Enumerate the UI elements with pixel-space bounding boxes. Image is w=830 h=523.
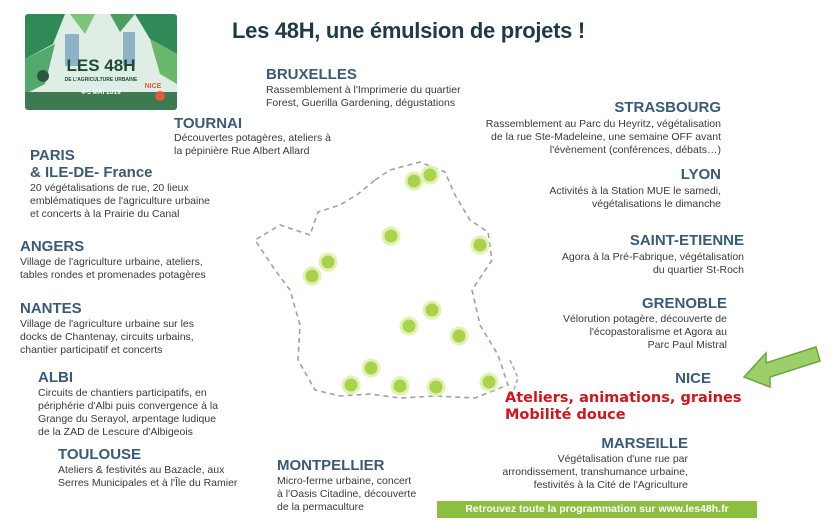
desc-toulouse: Ateliers & festivités au Bazacle, aux Serres Municipales et à l'Île du Ramier [58, 464, 238, 489]
city-paris: PARIS & ILE-DE- France [30, 147, 153, 181]
arrow-icon [738, 337, 824, 393]
city-bruxelles: BRUXELLES [266, 66, 357, 83]
desc-angers: Village de l'agriculture urbaine, ateliers, tables rondes et promenades potagères [20, 256, 206, 281]
marker-lyon [424, 302, 440, 318]
france-map [240, 150, 520, 410]
marker-angers [320, 254, 336, 270]
desc-montpellier: Micro-ferme urbaine, concert à l'Oasis Citadine, découverte de la permaculture [277, 475, 417, 513]
marker-albi [343, 377, 359, 393]
page-title: Les 48H, une émulsion de projets ! [232, 18, 585, 43]
desc-paris: 20 végétalisations de rue, 20 lieux emblématiques de l'agriculture urbaine et concerts à la Prairie du Canal [30, 182, 211, 220]
marker-grenoble [451, 328, 467, 344]
city-lyon: LYON [680, 166, 721, 183]
desc-strasbourg: Rassemblement au Parc du Heyritz, végétalisation de la rue Ste-Madeleine, une semaine OFF avant l'évènement (conférences, débats…) [485, 118, 721, 156]
city-grenoble: GRENOBLE [641, 295, 727, 312]
marker-montpellier [392, 378, 408, 394]
desc-albi: Circuits de chantiers participatifs, en périphérie d'Albi puis convergence à la Grange du Serayol, arpentage ludique de la ZAD de Lescure d'Albigeois [38, 387, 219, 438]
logo-city: NICE [144, 83, 162, 90]
marker-nantes [304, 268, 320, 284]
city-saint-etienne: SAINT-ETIENNE [629, 232, 744, 249]
logo-name: LES 48H [66, 56, 136, 75]
france-outline [255, 162, 508, 398]
city-montpellier: MONTPELLIER [277, 457, 385, 474]
city-angers: ANGERS [20, 238, 85, 255]
marker-paris [383, 228, 399, 244]
logo-dates: 4-5 MAI 2019 [81, 89, 121, 96]
city-marseille: MARSEILLE [601, 435, 688, 452]
desc-nantes: Village de l'agriculture urbaine sur les docks de Chantenay, circuits urbains, chantier participatif et concerts [20, 318, 194, 356]
city-tournai: TOURNAI [174, 115, 243, 132]
marker-nice [481, 374, 497, 390]
marker-toulouse [363, 360, 379, 376]
desc-nice: Ateliers, animations, graines Mobilité douce [505, 390, 742, 423]
desc-lyon: Activités à la Station MUE le samedi, végétalisations le dimanche [549, 185, 721, 210]
city-nantes: NANTES [20, 300, 82, 317]
desc-tournai: Découvertes potagères, ateliers à la pépinière Rue Albert Allard [174, 132, 332, 157]
city-albi: ALBI [38, 369, 73, 386]
marker-marseille [428, 379, 444, 395]
city-nice: NICE [675, 370, 711, 387]
city-toulouse: TOULOUSE [58, 446, 142, 463]
desc-saint-etienne: Agora à la Pré-Fabrique, végétalisation du quartier St-Roch [561, 251, 744, 276]
event-logo [25, 14, 177, 110]
marker-saint-etienne [401, 318, 417, 334]
desc-grenoble: Vélorution potagère, découverte de l'écopastoralisme et Agora au Parc Paul Mistral [562, 313, 727, 351]
footer-banner: Retrouvez toute la programmation sur www.les48h.fr [437, 501, 757, 518]
marker-tournai [422, 167, 438, 183]
city-strasbourg: STRASBOURG [614, 99, 721, 116]
marker-bruxelles [406, 173, 422, 189]
desc-marseille: Végétalisation d'une rue par arrondissement, transhumance urbaine, festivités à la Cité de l'Agriculture [502, 453, 688, 491]
desc-bruxelles: Rassemblement à l'Imprimerie du quartier Forest, Guerilla Gardening, dégustations [266, 84, 461, 109]
logo-subtitle: DE L'AGRICULTURE URBAINE [64, 77, 138, 83]
